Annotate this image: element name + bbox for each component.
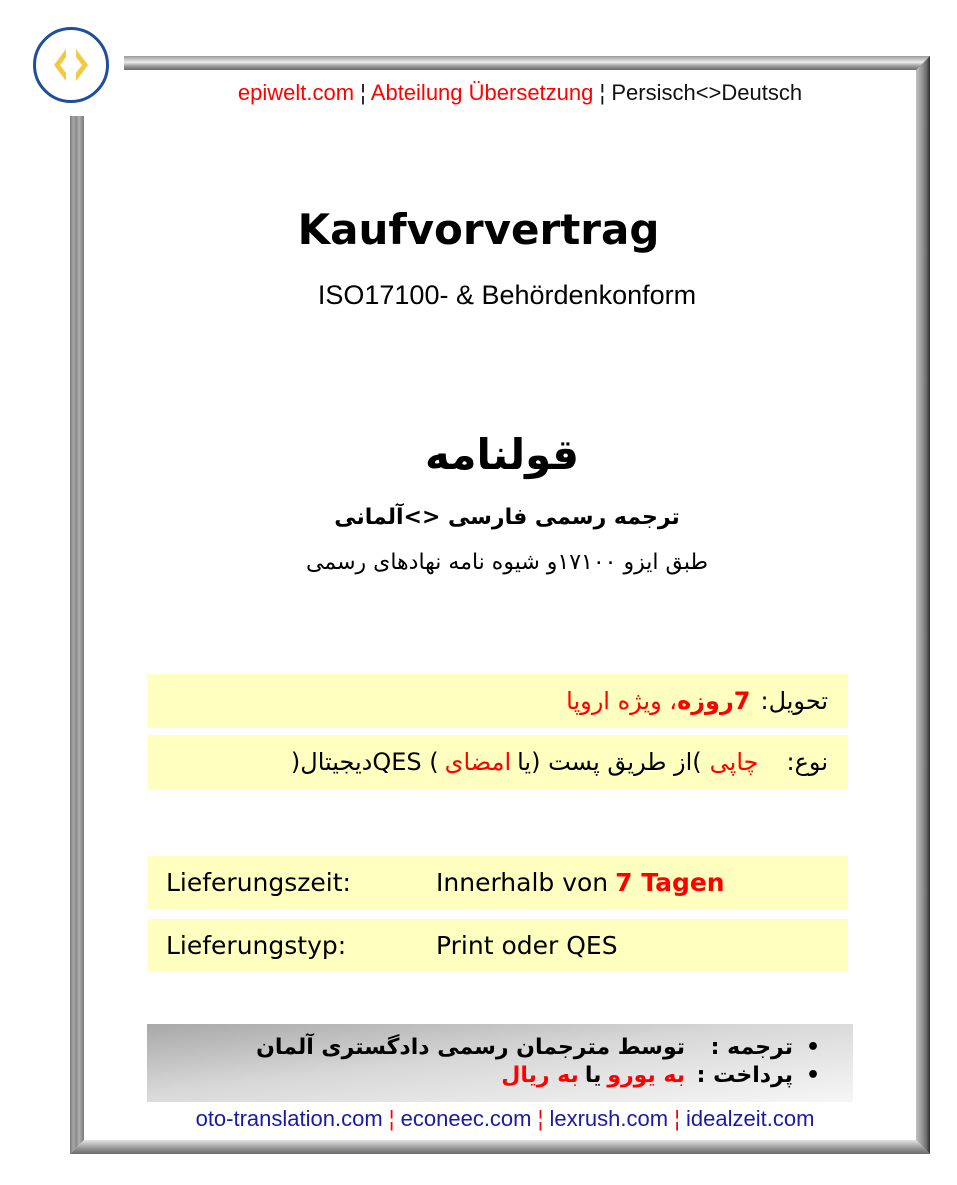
footer-link-lexrush[interactable]: lexrush.com [549, 1106, 669, 1131]
footer-link-idealzeit[interactable]: idealzeit.com [686, 1106, 815, 1131]
note-payment-label: پرداخت : [696, 1063, 793, 1088]
persian-delivery-time-region: ، ویژه اروپا [566, 687, 678, 715]
code-brackets-icon [46, 45, 96, 85]
german-title: Kaufvorvertrag [297, 205, 660, 254]
persian-delivery-type-row [147, 735, 848, 789]
note-translation-label: ترجمه : [710, 1035, 793, 1060]
header-line [160, 80, 880, 106]
note-payment [147, 1062, 833, 1090]
persian-type-post: )از طریق پست (یا [517, 748, 702, 776]
logo [33, 27, 109, 103]
german-subtitle: ISO17100- & Behördenkonform [317, 280, 697, 310]
persian-iso-line: طبق ایزو ۱۷۱۰۰و شیوه نامه نهادهای رسمی [306, 550, 708, 575]
persian-title: قولنامه [425, 430, 579, 479]
german-delivery-type-value: Print oder QES [436, 931, 618, 960]
german-delivery-time-row [147, 856, 848, 909]
separator: ¦ [599, 80, 606, 105]
german-delivery-type-label: Lieferungstyp: [166, 931, 347, 960]
persian-delivery-time-days: 7روزه [677, 687, 751, 715]
german-delivery-time-days: 7 Tagen [615, 868, 725, 897]
frame-top-border [124, 56, 930, 70]
footer-links [150, 1106, 860, 1132]
bullet: • [805, 1035, 821, 1060]
separator: ¦ [537, 1106, 544, 1131]
frame-bottom-border [70, 1140, 930, 1154]
site-link[interactable]: epiwelt.com [237, 80, 355, 105]
separator: ¦ [360, 80, 366, 105]
persian-type-qes: ) QESدیجیتال( [290, 748, 439, 776]
persian-type-print: چاپی [709, 748, 759, 776]
separator: ¦ [674, 1106, 680, 1131]
bullet: • [805, 1063, 821, 1088]
german-delivery-time-prefix: Innerhalb von [436, 868, 609, 897]
notes-box [147, 1024, 853, 1102]
footer-link-econeec[interactable]: econeec.com [400, 1106, 532, 1131]
note-translation-value: توسط مترجمان رسمی دادگستری آلمان [256, 1035, 685, 1060]
persian-delivery-time-row [147, 674, 848, 728]
german-delivery-time-label: Lieferungszeit: [166, 868, 351, 897]
german-delivery-type-row [147, 919, 848, 972]
note-payment-rial: به ریال [501, 1063, 579, 1088]
language-pair: Persisch<>Deutsch [611, 80, 803, 105]
note-payment-euro: به یورو [607, 1063, 685, 1088]
department-label: Abteilung Übersetzung [370, 80, 594, 105]
persian-delivery-time-label: تحویل: [760, 687, 828, 715]
persian-subtitle: ترجمه رسمی فارسی <>آلمانی [334, 505, 680, 530]
footer-link-oto-translation[interactable]: oto-translation.com [195, 1106, 383, 1131]
note-payment-or: یا [584, 1063, 602, 1088]
persian-type-signature: امضای [444, 748, 512, 776]
persian-delivery-type-label: نوع: [786, 748, 828, 776]
note-translation [147, 1034, 833, 1062]
separator: ¦ [388, 1106, 395, 1131]
frame-left-border [70, 116, 84, 1154]
